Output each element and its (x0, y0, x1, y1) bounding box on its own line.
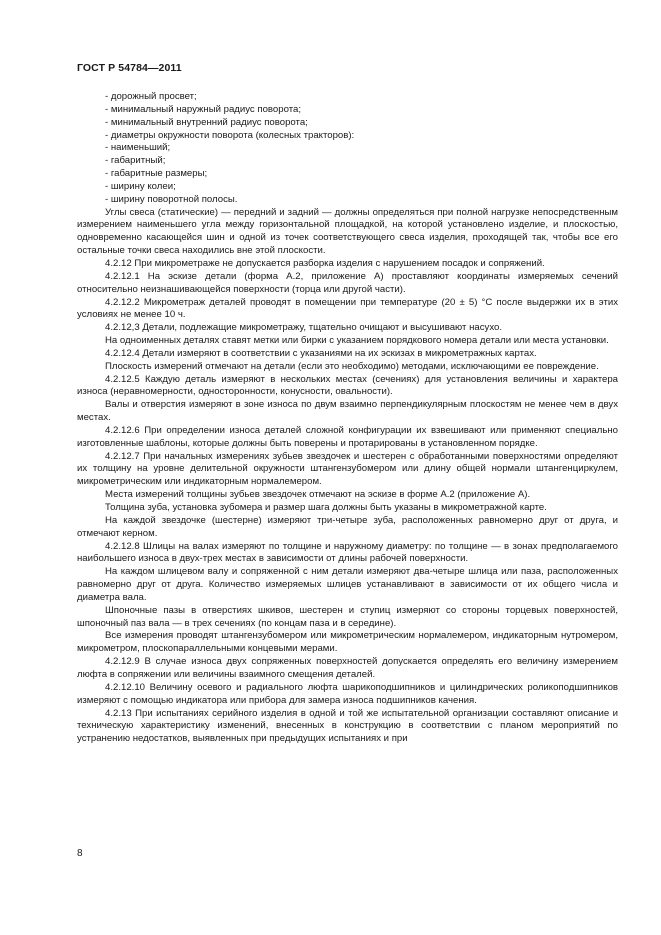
clause-4-2-12-10: 4.2.12.10 Величину осевого и радиального люфта шарикоподшипников и цилиндрических роликоподшипников измеряют с помощью индикатора или прибора для замера износа подшипников качения. (77, 681, 618, 706)
standard-header: ГОСТ Р 54784—2011 (77, 62, 182, 74)
paragraph: На каждом шлицевом валу и сопряженной с ним детали измеряют два-четыре шлица или паза, расположенных равномерно друг от друга. Количество измеряемых шлицев устанавливают в зависимости от их общего числа и диаметра вала. (77, 566, 618, 603)
paragraph: Все измерения проводят штангензубомером или микрометрическим нормалемером, индикаторным нутромером, микрометром, плоскопараллельными концевыми мерами. (77, 630, 618, 655)
paragraph: Шпоночные пазы в отверстиях шкивов, шестерен и ступиц измеряют со стороны торцевых поверхностей, шпоночный паз вала — в трех сечениях (по концам паза и в середине). (77, 604, 618, 629)
list-item: - минимальный наружный радиус поворота; (105, 103, 302, 115)
list-item: - диаметры окружности поворота (колесных тракторов): (105, 129, 355, 141)
paragraph: Плоскость измерений отмечают на детали (если это необходимо) методами, исключающими ее повреждение. (105, 360, 599, 372)
paragraph: На одноименных деталях ставят метки или бирки с указанием порядкового номера детали или места установки. (105, 335, 609, 347)
clause-4-2-12: 4.2.12 При микрометраже не допускается разборка изделия с нарушением посадок и сопряжений. (105, 257, 545, 269)
paragraph-overhang-angles: Углы свеса (статические) — передний и задний — должны определяться при полной нагрузке непосредственным измерением наименьшего угла между горизонтальной площадкой, на которой установлено изделие, и плоскостью, одновременно касающейся шин и одной из точек соответствующего свеса изделия, проходящей так, чтобы все его остальные точки свеса находились вне этой плоскости. (77, 206, 618, 257)
clause-4-2-12-1: 4.2.12.1 На эскизе детали (форма А.2, приложение А) проставляют координаты измеряемых сечений относительно неизнашивающейся поверхности (торца или другой части). (77, 270, 618, 295)
clause-4-2-12-5: 4.2.12.5 Каждую деталь измеряют в нескольких местах (сечениях) для установления величины и характера износа (неравномерности, односторонности, конусности, овальности). (77, 373, 618, 398)
paragraph: На каждой звездочке (шестерне) измеряют три-четыре зуба, расположенных равномерно друг от друга, и отмечают керном. (77, 514, 618, 539)
list-item: - габаритный; (105, 155, 166, 167)
clause-4-2-12-2: 4.2.12.2 Микрометраж деталей проводят в помещении при температуре (20 ± 5) °С после выдержки их в этих условиях не менее 10 ч. (77, 296, 618, 321)
clause-4-2-12-7: 4.2.12.7 При начальных измерениях зубьев звездочек и шестерен с обработанными поверхностями определяют их толщину на уровне делительной окружности штангензубомером или длину общей нормали штангенциркулем, микрометрическим или индикаторным нормалемером. (77, 450, 618, 488)
clause-4-2-12-6: 4.2.12.6 При определении износа деталей сложной конфигурации их взвешивают или применяют специально изготовленные шаблоны, которые должны быть поверены и протарированы в установленном порядке. (77, 424, 618, 449)
list-item: - ширину колеи; (105, 180, 176, 192)
clause-4-2-12-3: 4.2.12,3 Детали, подлежащие микрометражу, тщательно очищают и высушивают насухо. (105, 322, 503, 334)
clause-4-2-13: 4.2.13 При испытаниях серийного изделия в одной и той же испытательной организации составляют описание и техническую характеристику изменений, внесенных в конструкцию в соответствии с планом мероприятий по устранению недостатков, выявленных при предыдущих испытаниях и при (77, 707, 618, 745)
paragraph: Толщина зуба, установка зубомера и размер шага должны быть указаны в микрометражной карте. (105, 502, 547, 513)
list-item: - дорожный просвет; (105, 91, 197, 102)
clause-4-2-12-9: 4.2.12.9 В случае износа двух сопряженных поверхностей допускается определять его величину измерением люфта в сопряжении или величины взаимного смещения деталей. (77, 656, 618, 680)
list-item: - минимальный внутренний радиус поворота; (105, 116, 308, 128)
paragraph: Места измерений толщины зубьев звездочек отмечают на эскизе в форме А.2 (приложение А). (105, 489, 531, 501)
clause-4-2-12-4: 4.2.12.4 Детали измеряют в соответствии с указаниями на их эскизах в микрометражных картах. (105, 347, 537, 359)
clause-4-2-12-8: 4.2.12.8 Шлицы на валах измеряют по толщине и наружному диаметру: по толщине — в зонах предполагаемого наибольшего износа в двух-трех местах в зависимости от длины рабочей поверхности. (77, 540, 618, 565)
paragraph: Валы и отверстия измеряют в зоне износа по двум взаимно перпендикулярным плоскостям не менее чем в двух местах. (77, 399, 618, 424)
list-item: - ширину поворотной полосы. (105, 193, 238, 205)
document-body (77, 91, 618, 746)
list-item: - габаритные размеры; (105, 168, 208, 180)
list-item: - наименьший; (105, 142, 171, 154)
page-number: 8 (77, 848, 83, 859)
